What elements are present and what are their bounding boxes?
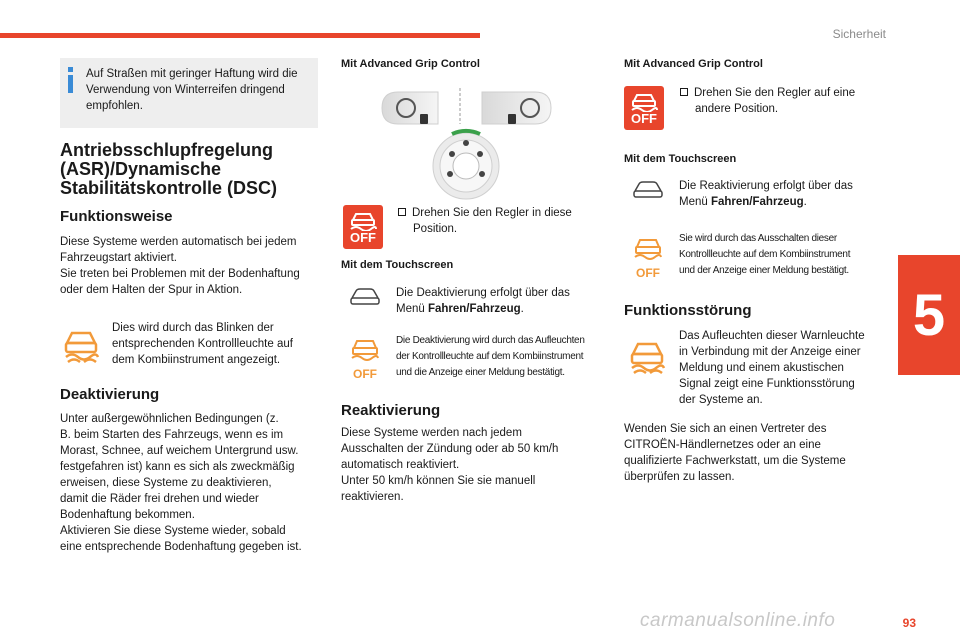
label-touchscreen: Mit dem Touchscreen <box>341 259 454 271</box>
paragraph-funktionsweise: Diese Systeme werden automatisch bei jedem Fahrzeugstart aktiviert. Sie treten bei Problemen mit der Bodenhaftung oder dem Halten der Spur in Aktion. <box>60 236 300 296</box>
note-text: Auf Straßen mit geringer Haftung wird die Verwendung von Winterreifen dringend empfohlen. <box>86 68 298 112</box>
heading-reaktivierung: Reaktivierung <box>341 402 441 419</box>
paragraph-reaktivierung: Diese Systeme werden nach jedem Ausschalten der Zündung oder ab 50 km/h automatisch reaktiviert. Unter 50 km/h können Sie sie manuell reaktivieren. <box>341 427 559 503</box>
turn-dial-other-instruction: Drehen Sie den Regler auf eine andere Position. <box>680 85 890 117</box>
esp-fault-icon <box>628 336 666 379</box>
info-note <box>60 58 318 128</box>
section-title: Sicherheit <box>832 27 886 41</box>
car-icon <box>349 287 381 312</box>
bullet-square <box>398 208 406 216</box>
info-icon <box>68 67 73 93</box>
esp-off-icon-2: OFF <box>624 86 664 130</box>
esp-off-warning-icon <box>350 336 380 387</box>
watermark: carmanualsonline.info <box>640 610 836 631</box>
bullet-square <box>680 88 688 96</box>
reactivation-confirmation-text: Sie wird durch das Ausschalten dieser Kontrollleuchte auf dem Kombiinstrument und der Anzeige einer Meldung bestätigt. <box>679 233 851 276</box>
label-advanced-grip-control-2: Mit Advanced Grip Control <box>624 58 763 70</box>
touchscreen-deactivation-text: Die Deaktivierung erfolgt über das Menü Fahren/Fahrzeug. <box>396 287 570 315</box>
esp-warning-icon <box>62 325 100 368</box>
grip-control-dial-illustration <box>380 84 555 207</box>
esp-off-icon: OFF <box>343 205 383 249</box>
svg-text:OFF: OFF <box>636 266 660 280</box>
deactivation-confirmation-text: Die Deaktivierung wird durch das Aufleuchten der Kontrollleuchte auf dem Kombiinstrument und die Anzeige einer Meldung bestätigt. <box>396 335 585 378</box>
page-title: Antriebsschlupfregelung (ASR)/Dynamische Stabilitätskontrolle (DSC) <box>60 140 278 198</box>
dealer-contact-text: Wenden Sie sich an einen Vertreter des CITROËN-Händlernetzes oder an eine qualifizierte Fachwerkstatt, um die Systeme überprüfen zu lassen. <box>624 423 846 483</box>
page-number: 93 <box>902 616 916 630</box>
turn-dial-instruction: Drehen Sie den Regler in diese Position. <box>398 205 598 237</box>
heading-funktionsstoerung: Funktionsstörung <box>624 302 752 319</box>
touchscreen-reactivation-text: Die Reaktivierung erfolgt über das Menü Fahren/Fahrzeug. <box>679 180 853 208</box>
car-icon-2 <box>632 180 664 205</box>
svg-text:OFF: OFF <box>353 367 377 381</box>
fault-description-text: Das Aufleuchten dieser Warnleuchte in Verbindung mit der Anzeige einer Meldung und einem akustischen Signal zeigt eine Funktionsstörung der Systeme an. <box>679 330 865 406</box>
label-advanced-grip-control: Mit Advanced Grip Control <box>341 58 480 70</box>
blink-text: Dies wird durch das Blinken der entsprechenden Kontrollleuchte auf dem Kombiinstrument angezeigt. <box>112 322 293 366</box>
chapter-tab: 5 <box>898 255 960 375</box>
paragraph-deaktivierung: Unter außergewöhnlichen Bedingungen (z. B. beim Starten des Fahrzeugs, wenn es im Morast, Schnee, auf weichem Untergrund usw. festgefahren ist) kann es sich als zweckmäßig erweisen, diese Systeme zu deaktivieren, damit die Räder frei drehen und wieder Bodenhaftung bekommen. Aktivieren Sie diese Systeme wieder, sobald eine entsprechende Bodenhaftung gegeben ist. <box>60 413 302 553</box>
header-accent-bar <box>0 33 480 38</box>
heading-deaktivierung: Deaktivierung <box>60 386 160 403</box>
label-touchscreen-2: Mit dem Touchscreen <box>624 153 737 165</box>
esp-off-warning-icon-2 <box>633 235 663 286</box>
heading-funktionsweise: Funktionsweise <box>60 208 173 225</box>
